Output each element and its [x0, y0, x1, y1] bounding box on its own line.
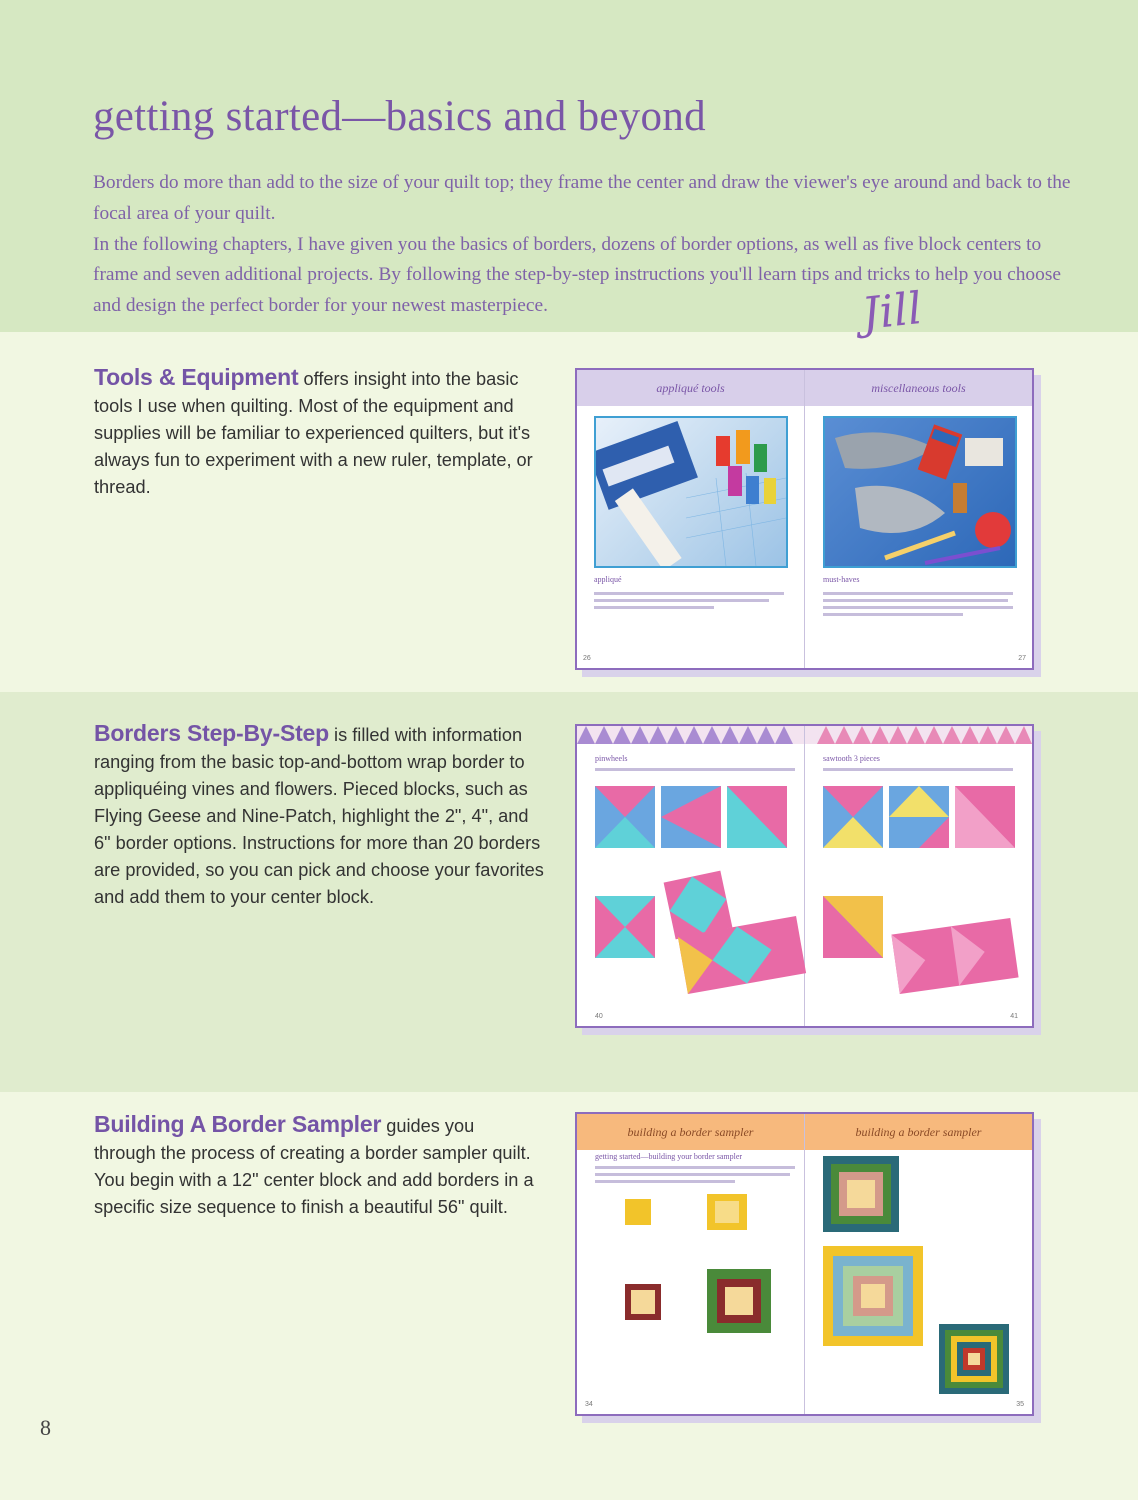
author-signature: Jill: [859, 283, 925, 340]
sawtooth-caption: sawtooth 3 pieces: [823, 754, 880, 763]
section-borders-text: [94, 720, 549, 911]
text-line: [823, 613, 963, 616]
text-line: [594, 592, 784, 595]
text-line: [594, 606, 714, 609]
text-line: [594, 599, 769, 602]
borders-spread-image: [575, 724, 1034, 1028]
text-line: [823, 606, 1013, 609]
section-borders-body: is filled with information ranging from the basic top-and-bottom wrap border to appliquéing vines and flowers. Pieced blocks, such as Flying Geese and Nine-Patch, highlight the 2", 4", and 6" border options. Instructions for more than 20 borders are provided, so you can pick and choose your favorites and add them to your center block.: [94, 725, 544, 907]
section-borders-heading: Borders Step-By-Step: [94, 720, 329, 746]
intro-paragraph-2: In the following chapters, I have given you the basics of borders, dozens of border options, as well as five block centers to frame and seven additional projects. By following the step-by-step instructions you'll learn tips and tricks to help you choose and design the perfect border for your newest masterpiece.: [93, 233, 1061, 317]
section-sampler-heading: Building A Border Sampler: [94, 1111, 382, 1137]
spread-spine: [804, 370, 805, 668]
misc-tools-illustration: [825, 418, 1015, 566]
left-page-number: 40: [595, 1013, 603, 1020]
sampler-spread-image: [575, 1112, 1034, 1416]
pinwheels-caption: pinwheels: [595, 754, 628, 763]
right-page-number: 35: [1016, 1401, 1024, 1408]
right-page-number: 27: [1018, 655, 1026, 662]
applique-tools-photo: [594, 416, 788, 568]
quilt-block-photos: [577, 776, 1032, 1041]
misc-tools-photo: [823, 416, 1017, 568]
sampler-subheading: getting started—building your border sampler: [595, 1152, 743, 1161]
tools-spread-image: [575, 368, 1034, 670]
text-line: [823, 768, 1013, 771]
right-page-number: 41: [1010, 1013, 1018, 1020]
sampler-block-diagrams: [577, 1154, 1032, 1414]
applique-tools-illustration: [596, 418, 786, 566]
must-haves-caption: must-haves: [823, 575, 860, 584]
applique-caption: appliqué: [594, 575, 622, 584]
spread-right-header: building a border sampler: [805, 1114, 1032, 1150]
section-sampler-body: guides you through the process of creating a border sampler quilt. You begin with a 12" center block and add borders in a specific size sequence to finish a beautiful 56" quilt.: [94, 1116, 534, 1217]
text-line: [823, 592, 1013, 595]
text-line: [823, 599, 1008, 602]
section-tools-body: offers insight into the basic tools I use when quilting. Most of the equipment and supplies will be familiar to experienced quilters, but it's always fun to experiment with a new ruler, template, or thread.: [94, 369, 533, 497]
section-tools-heading: Tools & Equipment: [94, 364, 299, 390]
left-page-number: 26: [583, 655, 591, 662]
section-sampler-text: [94, 1111, 539, 1221]
page-number: 8: [40, 1415, 51, 1440]
spread-right-header: miscellaneous tools: [805, 370, 1032, 406]
left-page-number: 34: [585, 1401, 593, 1408]
intro-paragraph-1: Borders do more than add to the size of your quilt top; they frame the center and draw the viewer's eye around and back to the focal area of your quilt.: [93, 172, 1071, 224]
intro-text: [93, 168, 1083, 322]
section-tools-text: [94, 364, 559, 501]
spread-left-header: appliqué tools: [577, 370, 804, 406]
spread-left-header: building a border sampler: [577, 1114, 804, 1150]
page-title: getting started—basics and beyond: [93, 93, 706, 140]
text-line: [595, 768, 795, 771]
